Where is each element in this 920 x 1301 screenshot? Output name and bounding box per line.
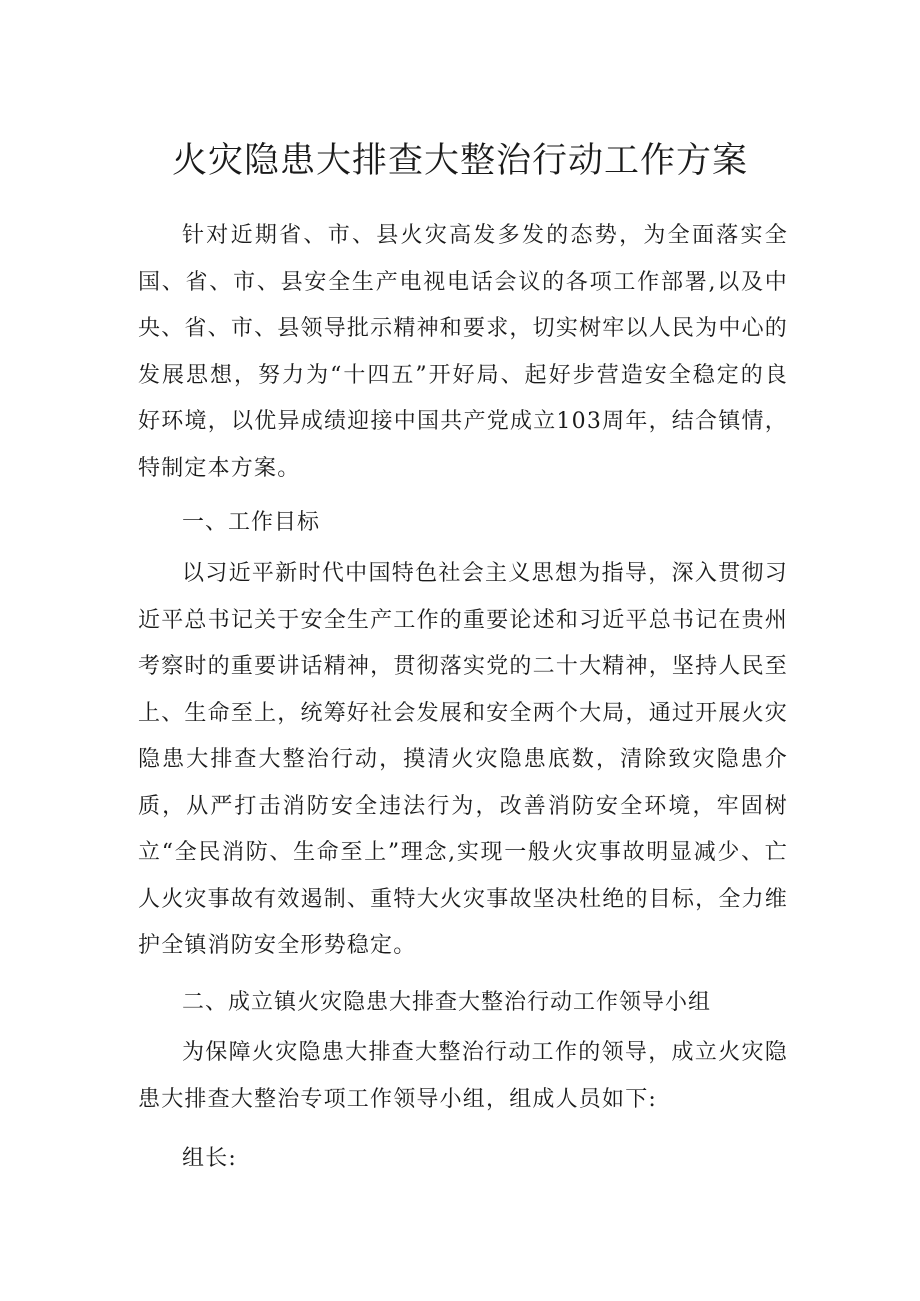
goals-paragraph: 以习近平新时代中国特色社会主义思想为指导，深入贯彻习近平总书记关于安全生产工作的重要论述和习近平总书记在贵州考察时的重要讲话精神，贯彻落实党的二十大精神，坚持人民至上、生命至上，统筹好社会发展和安全两个大局，通过开展火灾隐患大排查大整治行动，摸清火灾隐患底数，清除致灾隐患介质，从严打击消防安全违法行为，改善消防安全环境，牢固树立“全民消防、生命至上”理念,实现一般火灾事故明显减少、亡人火灾事故有效遏制、重特大火灾事故坚决杜绝的目标，全力维护全镇消防安全形势稳定。	[138, 561, 788, 958]
document-title: 火灾隐患大排查大整治行动工作方案	[171, 141, 748, 181]
intro-paragraph: 针对近期省、市、县火灾高发多发的态势，为全面落实全国、省、市、县安全生产电视电话会议的各项工作部署,以及中央、省、市、县领导批示精神和要求，切实树牢以人民为中心的发展思想，努力为“十四五”开好局、起好步营造安全稳定的良好环境，以优异成绩迎接中国共产党成立103周年，结合镇情，特制定本方案。	[138, 223, 788, 481]
leader-label: 组长:	[182, 1146, 238, 1171]
section-heading-goals: 一、工作目标	[182, 510, 321, 535]
leadership-paragraph: 为保障火灾隐患大排查大整治行动工作的领导，成立火灾隐患大排查大整治专项工作领导小组，组成人员如下:	[138, 1040, 788, 1112]
section-heading-leadership-group: 二、成立镇火灾隐患大排查大整治行动工作领导小组	[182, 990, 712, 1015]
